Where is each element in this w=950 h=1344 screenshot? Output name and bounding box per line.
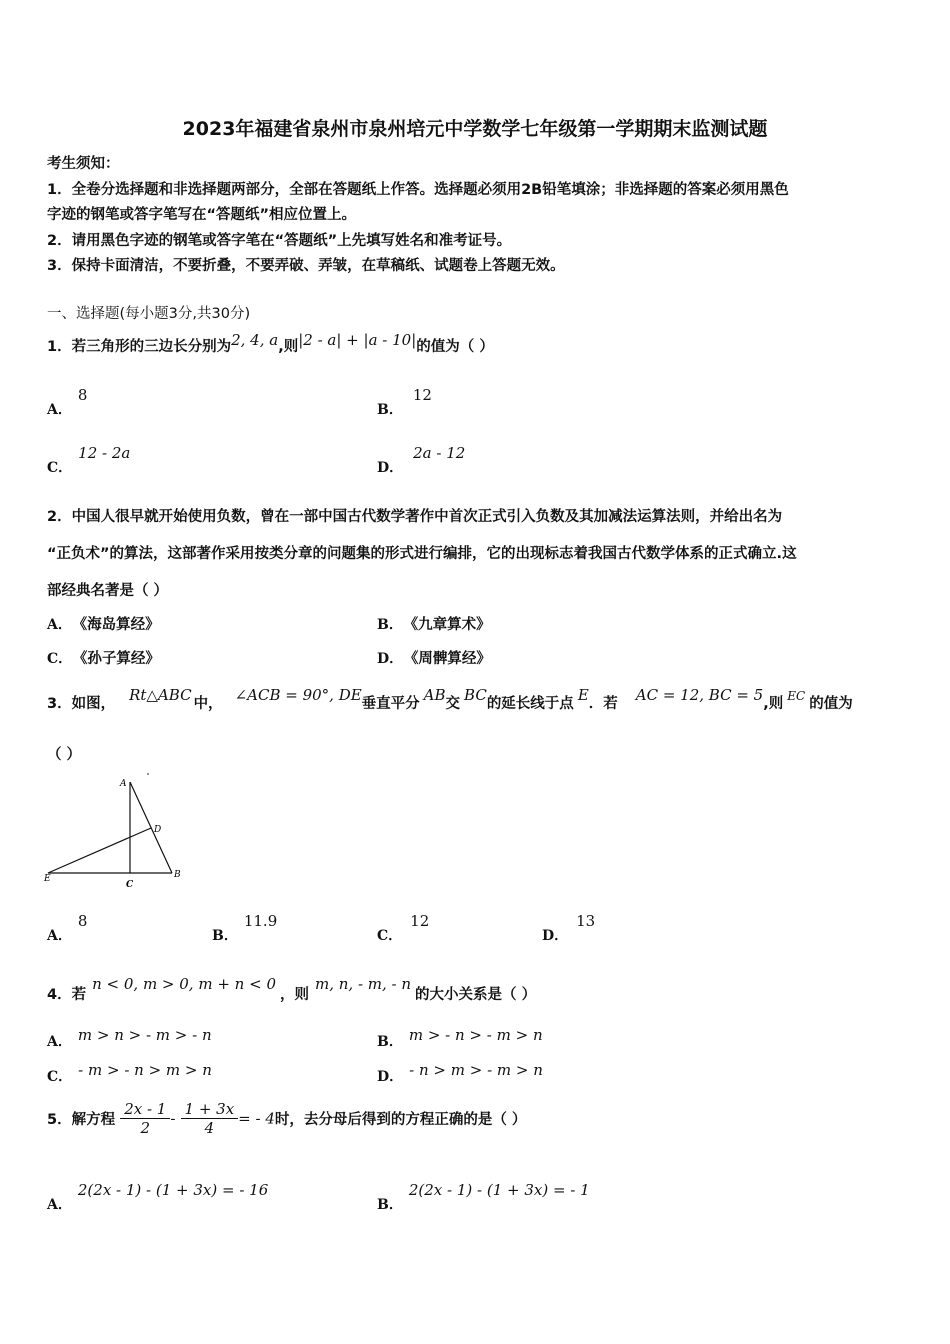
q3-paren: （ ）	[47, 747, 82, 763]
label-b: B	[174, 870, 181, 880]
q4-option-d[interactable]: D． - n > m > - m > n	[377, 1061, 543, 1085]
q4-option-b[interactable]: B． m > - n > - m > n	[377, 1026, 543, 1050]
q2-option-b[interactable]: B． 《九章算术》	[377, 617, 491, 633]
q2-option-a[interactable]: A． 《海岛算经》	[47, 617, 160, 633]
q3-figure	[40, 770, 190, 890]
q1-tail: 的值为（ ）	[416, 339, 494, 355]
stray-dot	[147, 773, 149, 775]
notice-line-1: 1．全卷分选择题和非选择题两部分，全部在答题纸上作答。选择题必须用2B铅笔填涂；非选择题的答案必须用黑色	[47, 182, 789, 198]
q5-fraction-1: $\frac{2x - 1}{2}$	[120, 1100, 170, 1137]
question-5: 5．解方程 $\frac{2x - 1}{2}$ - $\frac{1 + 3x}{4}$ = - 4时，去分母后得到的方程正确的是（ ）	[47, 1100, 527, 1137]
q4-option-a[interactable]: A． m > n > - m > - n	[47, 1026, 212, 1050]
section-heading: 一、选择题(每小题3分,共30分)	[47, 306, 251, 322]
side-ab	[130, 782, 172, 873]
q3-option-d[interactable]: D．13	[542, 912, 596, 944]
q2-option-c[interactable]: C． 《孙子算经》	[47, 651, 160, 667]
notice-heading: 考生须知：	[47, 156, 120, 172]
line-ed	[48, 828, 151, 873]
q2-line-2: “正负术”的算法，这部著作采用按类分章的问题集的形式进行编排，它的出现标志着我国古代数学体系的正式确立.这	[47, 546, 797, 562]
q1-mid: ,则	[278, 339, 299, 355]
q3-option-a[interactable]: A．8	[47, 912, 88, 944]
q5-fraction-2: $\frac{1 + 3x}{4}$	[181, 1100, 239, 1137]
label-a: A	[120, 779, 127, 789]
label-c: C	[126, 880, 134, 890]
q1-option-a[interactable]: A．8	[47, 386, 88, 418]
label-d: D	[154, 825, 162, 835]
question-3: 3．如图， Rt△ABC 中， ∠ACB = 90°, DE垂直平分 AB交 BC的延长线于点 E．若 AC = 12, BC = 5,则 $^{EC}$ 的值为	[47, 686, 853, 712]
label-e: E	[44, 874, 51, 884]
notice-line-3: 3．保持卡面清洁，不要折叠，不要弄破、弄皱，在草稿纸、试题卷上答题无效。	[47, 258, 565, 274]
q2-line-1: 2．中国人很早就开始使用负数，曾在一部中国古代数学著作中首次正式引入负数及其加减法运算法则，并给出名为	[47, 509, 783, 525]
question-4: 4．若n < 0, m > 0, m + n < 0，则m, n, - m, - n的大小关系是（ ）	[47, 975, 537, 1003]
q1-expression: |2 - a| + |a - 10|	[298, 331, 417, 349]
q5-option-b[interactable]: B．2(2x - 1) - (1 + 3x) = - 1	[377, 1181, 590, 1213]
q1-sides: 2, 4, a	[231, 331, 279, 349]
notice-line-1b: 字迹的钢笔或答字笔写在“答题纸”相应位置上。	[47, 207, 357, 223]
notice-line-2: 2．请用黑色字迹的钢笔或答字笔在“答题纸”上先填写姓名和准考证号。	[47, 233, 512, 249]
q2-option-d[interactable]: D． 《周髀算经》	[377, 651, 491, 667]
q1-option-b[interactable]: B．12	[377, 386, 432, 418]
page-title: 2023年福建省泉州市泉州培元中学数学七年级第一学期期末监测试题	[182, 118, 768, 140]
q1-option-c[interactable]: C．12 - 2a	[47, 444, 131, 476]
q1-option-d[interactable]: D．2a - 12	[377, 444, 466, 476]
q2-line-3: 部经典名著是（ ）	[47, 583, 169, 599]
q1-lead: 1．若三角形的三边长分别为	[47, 339, 232, 355]
question-1	[47, 331, 494, 356]
q5-option-a[interactable]: A．2(2x - 1) - (1 + 3x) = - 16	[47, 1181, 269, 1213]
q3-option-c[interactable]: C．12	[377, 912, 430, 944]
q3-option-b[interactable]: B．11.9	[212, 912, 278, 944]
q4-option-c[interactable]: C． - m > - n > m > n	[47, 1061, 212, 1085]
